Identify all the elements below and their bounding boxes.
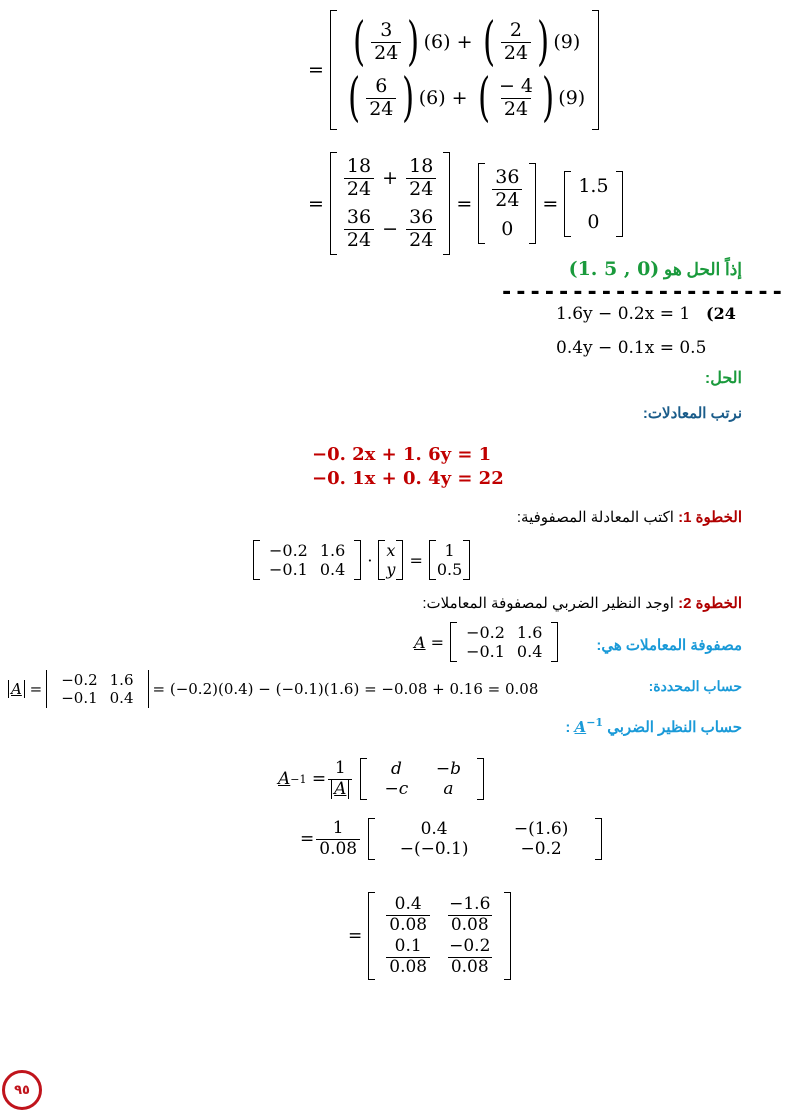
fraction-numerator: 36 xyxy=(495,166,520,189)
coef-label: مصفوفة المعاملات هي: xyxy=(596,637,742,654)
step-a-row-1 xyxy=(344,16,585,68)
inverse-formula xyxy=(278,758,490,800)
solution-label: الحل: xyxy=(704,370,742,387)
fraction-denominator: 24 xyxy=(406,178,436,201)
step-b-row-1 xyxy=(342,156,438,201)
page-number: ٩٥ xyxy=(14,1082,30,1098)
matrix-cell: 0.4 xyxy=(516,642,543,661)
adjugate-matrix xyxy=(360,758,484,800)
determinant-calculation: = (−0.2)(0.4) − (−0.1)(1.6) = −0.08 + 0.16 = 0.08 xyxy=(152,680,539,698)
matrix-cell: −(1.6) xyxy=(513,819,569,839)
equals-sign: = xyxy=(300,829,315,849)
matrix-cell: 0.5 xyxy=(436,560,463,579)
inverse-superscript: −1 xyxy=(290,772,307,786)
equals-sign: = xyxy=(29,680,43,698)
matrix-cell: 1.6 xyxy=(109,671,134,689)
determinant-matrix xyxy=(46,670,148,708)
inverse-symbol: A xyxy=(574,718,587,736)
matrix-cell: 1.6 xyxy=(319,541,346,560)
multiplier: (6) xyxy=(418,87,446,109)
fraction-denominator: 24 xyxy=(501,42,531,65)
step-a-row-2 xyxy=(344,72,585,124)
matrix-cell: a xyxy=(443,779,454,799)
fraction-denominator: 24 xyxy=(371,42,401,65)
matrix-cell: −b xyxy=(435,759,461,779)
variable-vector xyxy=(378,540,403,580)
step-b-row-2 xyxy=(342,207,438,252)
fraction-denominator: 24 xyxy=(406,229,436,252)
fraction-numerator: 1 xyxy=(334,757,346,778)
determinant-symbol: A xyxy=(331,779,349,799)
fraction-denominator: 0.08 xyxy=(448,915,492,936)
conclusion-value: (1. 5 , 0) xyxy=(568,258,660,280)
substituted-matrix xyxy=(368,818,602,860)
final-matrix xyxy=(368,892,511,980)
matrix-cell: x xyxy=(386,541,396,560)
matrix-cell: 1.6 xyxy=(516,623,543,642)
page-number-badge xyxy=(2,1070,42,1110)
fraction-numerator: 36 xyxy=(346,205,372,228)
matrix-cell: y xyxy=(386,560,396,579)
equals-sign: = xyxy=(456,192,473,215)
step-a-expression xyxy=(308,10,605,130)
step-a-matrix xyxy=(330,10,599,130)
matrix-cell: −0.1 xyxy=(466,642,505,661)
equals-sign: = xyxy=(308,192,324,215)
inverse-label xyxy=(565,716,742,736)
plus-sign: + xyxy=(451,87,468,109)
fraction-denominator: 24 xyxy=(492,189,522,212)
equals-sign: = xyxy=(308,59,324,81)
determinant-expression xyxy=(8,670,538,708)
matrix-symbol: A xyxy=(278,769,291,789)
matrix-cell: 0 xyxy=(587,210,600,233)
matrix-cell: 0.4 xyxy=(319,560,346,579)
fraction-numerator: ( 3 xyxy=(380,18,393,41)
arranged-eq-1: −0. 2x + 1. 6y = 1 xyxy=(312,444,492,465)
matrix-cell: −0.2 xyxy=(466,623,505,642)
equals-sign: = xyxy=(311,769,327,789)
constant-vector xyxy=(429,540,470,580)
separator: -------------------- xyxy=(500,280,785,305)
determinant-symbol: A xyxy=(8,680,25,698)
coefficient-matrix xyxy=(253,540,361,580)
fraction-denominator: 0.08 xyxy=(316,839,360,860)
fraction-denominator: 0.08 xyxy=(386,915,430,936)
matrix-cell: −0.2 xyxy=(520,839,562,859)
det-label: حساب المحددة: xyxy=(648,678,742,694)
inverse-superscript: −1 xyxy=(586,716,604,729)
fraction-denominator xyxy=(328,779,352,800)
fraction-numerator: ( − 4 xyxy=(498,74,533,97)
step-b-expression xyxy=(308,152,629,255)
matrix-cell: −c xyxy=(384,779,409,799)
problem-eq-1: 1.6y − 0.2x = 1 xyxy=(556,304,691,324)
equals-sign: = xyxy=(348,926,363,947)
dot-operator: · xyxy=(367,550,373,570)
conclusion xyxy=(442,258,742,280)
problem-number: (24 xyxy=(706,304,736,323)
step-1-label: الخطوة 1: xyxy=(678,509,742,526)
plus-sign: + xyxy=(456,31,473,53)
fraction-denominator: 24 xyxy=(366,98,396,121)
matrix-cell: −0.2 xyxy=(61,671,98,689)
matrix-cell: 1.5 xyxy=(578,174,609,197)
fraction-numerator: 18 xyxy=(409,155,434,177)
step-1 xyxy=(517,508,742,526)
step-b-matrix-2 xyxy=(478,163,536,244)
fraction-denominator: 0.08 xyxy=(448,957,492,978)
fraction-denominator: 0.08 xyxy=(386,957,430,978)
conclusion-label: إذاً الحل هو xyxy=(664,260,742,279)
coefficient-matrix-definition xyxy=(414,622,564,662)
step-2-text: اوجد النظير الضربي لمصفوفة المعاملات: xyxy=(422,595,674,612)
matrix-cell: −0.1 xyxy=(61,689,98,707)
step-b-matrix-1 xyxy=(330,152,450,255)
fraction-numerator: ( 6 xyxy=(375,74,388,97)
fraction-numerator: −1.6 xyxy=(449,894,491,914)
arrange-label: نرتب المعادلات: xyxy=(642,405,742,422)
fraction-numerator: 1 xyxy=(332,817,344,838)
matrix-cell: −0.1 xyxy=(269,560,308,579)
matrix-cell: 1 xyxy=(444,541,455,560)
fraction-numerator: 0.4 xyxy=(394,894,422,914)
fraction-numerator: ( 2 xyxy=(509,18,523,41)
fraction-numerator: 18 xyxy=(346,155,372,177)
matrix-cell: 0.4 xyxy=(109,689,134,707)
multiplier: (9) xyxy=(553,31,581,53)
fraction-denominator: 24 xyxy=(344,229,374,252)
inverse-substituted xyxy=(300,818,608,860)
matrix-equation xyxy=(253,540,476,580)
colon: : xyxy=(565,719,571,736)
equals-sign: = xyxy=(430,632,445,652)
multiplier: (9) xyxy=(558,87,586,109)
arranged-eq-2: −0. 1x + 0. 4y = 22 xyxy=(312,468,504,489)
operator: − xyxy=(382,218,399,241)
fraction-numerator: −0.2 xyxy=(449,936,491,957)
step-2-label: الخطوة 2: xyxy=(678,595,742,612)
inverse-final xyxy=(348,892,517,980)
matrix-cell: 0.4 xyxy=(420,819,448,839)
step-b-matrix-3 xyxy=(564,171,622,237)
fraction-numerator: 36 xyxy=(409,205,434,228)
matrix-cell: 0 xyxy=(501,218,514,241)
step-2 xyxy=(422,594,742,612)
matrix-symbol: A xyxy=(414,632,426,652)
step-1-text: اكتب المعادلة المصفوفية: xyxy=(516,509,674,526)
matrix-cell: −(−0.1) xyxy=(399,839,469,859)
equals-sign: = xyxy=(542,192,559,215)
inverse-label-text: حساب النظير الضربي xyxy=(607,719,742,736)
matrix-cell: d xyxy=(390,759,402,779)
fraction-denominator: 24 xyxy=(344,178,374,201)
problem-eq-2: 0.4y − 0.1x = 0.5 xyxy=(556,338,707,358)
coef-matrix xyxy=(450,622,558,662)
equals-sign: = xyxy=(409,550,423,570)
multiplier: (6) xyxy=(423,31,451,53)
matrix-cell: −0.2 xyxy=(269,541,308,560)
fraction-numerator: 0.1 xyxy=(394,936,422,957)
operator: + xyxy=(382,167,399,190)
fraction-denominator: 24 xyxy=(501,98,531,121)
